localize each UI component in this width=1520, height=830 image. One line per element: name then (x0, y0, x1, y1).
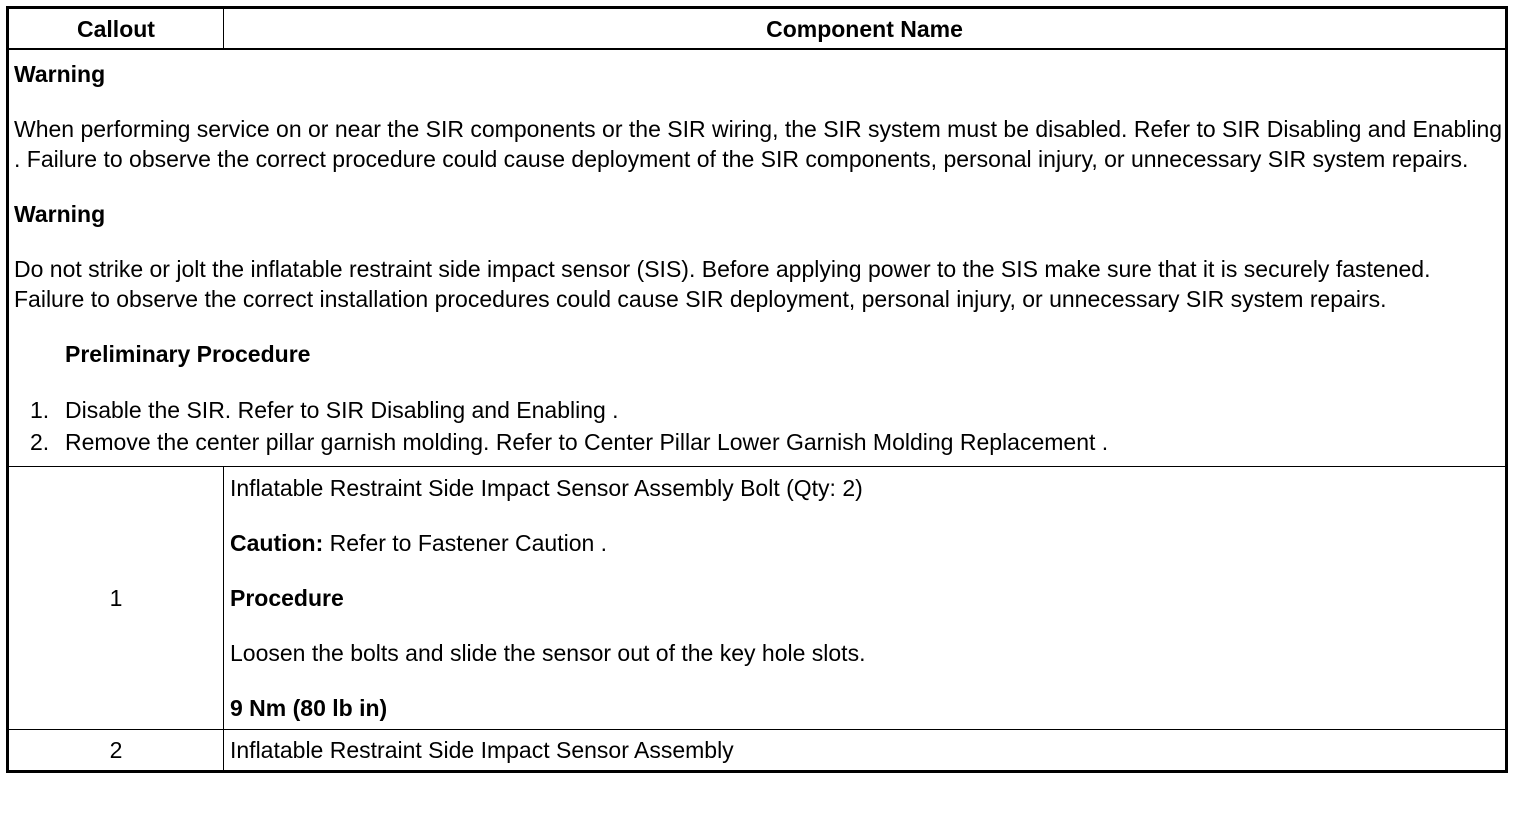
component-cell (224, 467, 1507, 730)
component-name: Inflatable Restraint Side Impact Sensor Assembly (224, 730, 1507, 772)
intro-row (8, 49, 1507, 467)
procedure-text: Loosen the bolts and slide the sensor out of the key hole slots. (230, 640, 866, 666)
callout-number: 1 (8, 467, 224, 730)
step-text: Remove the center pillar garnish molding. Refer to Center Pillar Lower Garnish Molding Replacement . (65, 429, 1109, 455)
torque-spec: 9 Nm (80 lb in) (230, 695, 388, 721)
caution-line (230, 528, 1505, 558)
list-item (14, 394, 1505, 426)
warning-heading: Warning (14, 201, 106, 227)
table-row (8, 730, 1507, 772)
list-item (14, 426, 1505, 458)
warning-heading: Warning (14, 61, 106, 87)
header-row (8, 8, 1507, 50)
warning-text: When performing service on or near the SIR components or the SIR wiring, the SIR system must be disabled. Refer to SIR Disabling and Enabling . Failure to observe the correct procedure could cause deployment of the SIR components, personal injury, or unnecessary SIR system repairs. (14, 116, 1503, 172)
step-text: Disable the SIR. Refer to SIR Disabling and Enabling . (65, 397, 619, 423)
procedure-table (6, 6, 1508, 773)
intro-cell (8, 49, 1507, 467)
callout-number: 2 (8, 730, 224, 772)
warning-text: Do not strike or jolt the inflatable restraint side impact sensor (SIS). Before applying power to the SIS make sure that it is securely fastened. Failure to observe the correct installation procedures could cause SIR deployment, personal injury, or unnecessary SIR system repairs. (14, 256, 1431, 312)
procedure-heading: Procedure (230, 585, 344, 611)
caution-text: Refer to Fastener Caution . (323, 530, 608, 556)
table-row (8, 467, 1507, 730)
preliminary-procedure-heading: Preliminary Procedure (65, 341, 311, 367)
step-number: 1. (30, 397, 50, 423)
step-number: 2. (30, 429, 50, 455)
preliminary-steps-list (14, 394, 1505, 458)
component-name: Inflatable Restraint Side Impact Sensor Assembly Bolt (Qty: 2) (230, 475, 863, 501)
caution-label: Caution: (230, 530, 324, 556)
header-component-name: Component Name (224, 8, 1507, 50)
header-callout: Callout (8, 8, 224, 50)
